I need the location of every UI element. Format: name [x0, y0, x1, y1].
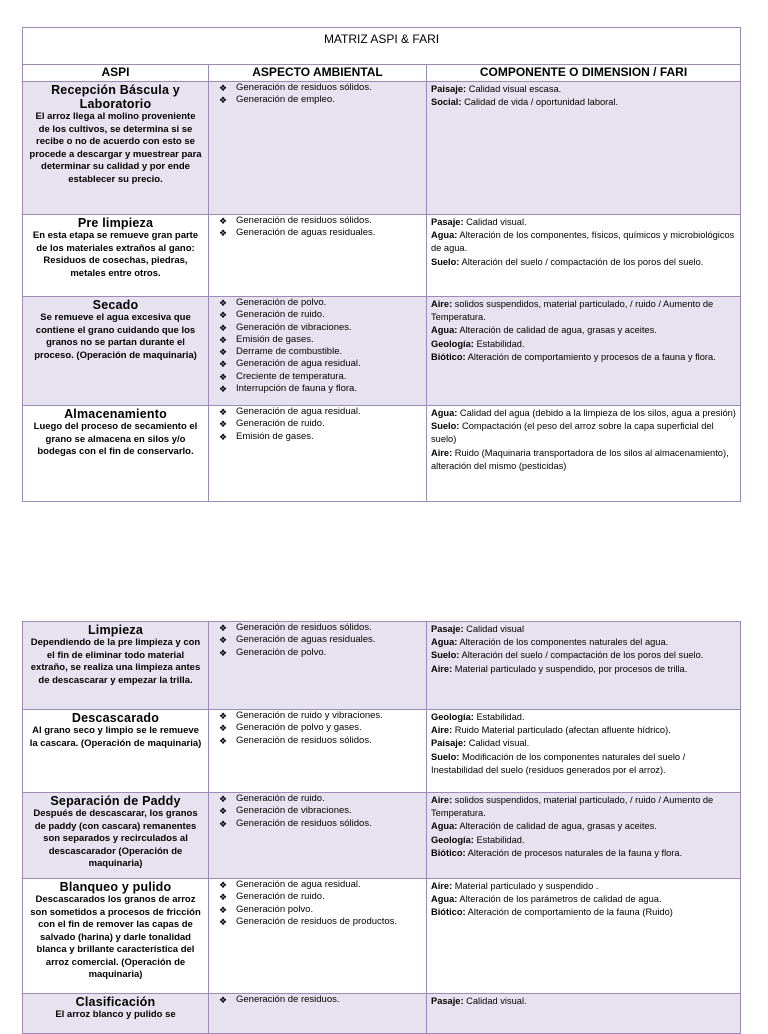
component-text: Alteración de los parámetros de calidad de agua.	[457, 894, 662, 905]
component-text: Alteración del suelo / compactación de los poros del suelo.	[459, 256, 704, 267]
aspect-list	[209, 215, 426, 240]
aspi-cell	[23, 215, 209, 297]
aspect-text: Generación de residuos de productos.	[236, 915, 398, 927]
aspi-cell	[23, 297, 209, 406]
matrix-row	[23, 215, 741, 297]
aspect-item	[219, 710, 426, 722]
matrix-row	[23, 406, 741, 502]
component-text: Material particulado y suspendido .	[452, 881, 599, 891]
component-text: Alteración de procesos naturales de la fauna y flora.	[465, 847, 683, 858]
component-text: Calidad visual.	[466, 738, 530, 749]
aspect-item	[219, 227, 426, 239]
matrix-row	[23, 710, 741, 793]
matrix-row	[23, 879, 741, 994]
diamond-bullet-icon: ❖	[219, 334, 228, 345]
component-label: Suelo:	[431, 650, 460, 661]
component-entry	[431, 636, 736, 649]
component-label: Pasaje:	[431, 996, 464, 1006]
matrix-row	[23, 622, 741, 710]
component-label: Paisaje:	[431, 738, 467, 749]
aspi-cell	[23, 622, 209, 710]
process-step-title: Secado	[92, 298, 139, 312]
componente-fari-cell	[427, 622, 741, 710]
process-step-description: Después de descascarar, los granos de paddy (con cascara) remanentes son separados y recirculados al descascarador (Operación de maquinaria)	[33, 808, 198, 869]
aspect-item	[219, 82, 426, 94]
process-step-title: Limpieza	[87, 623, 144, 637]
diamond-bullet-icon: ❖	[219, 298, 228, 308]
matrix-table-1	[22, 27, 741, 502]
aspect-item	[219, 891, 426, 903]
aspect-list	[209, 406, 426, 443]
aspect-item	[219, 735, 426, 747]
aspect-item	[219, 904, 426, 916]
component-text: Calidad del agua (debido a la limpieza de los silos, agua a presión)	[457, 408, 736, 418]
aspect-item	[219, 297, 426, 309]
aspect-text: Generación de aguas residuales.	[236, 634, 376, 646]
diamond-bullet-icon: ❖	[219, 407, 228, 417]
component-text: Estabilidad.	[473, 338, 525, 349]
aspect-text: Derrame de combustible.	[236, 346, 343, 358]
matrix-table-2	[22, 621, 741, 1034]
aspect-text: Generación de polvo.	[236, 646, 327, 658]
aspect-text: Generación de ruido.	[236, 309, 325, 321]
process-step-description: Dependiendo de la pre limpieza y con el fin de eliminar todo material extraño, se realiza una limpieza antes de descascarar y empezar la trilla.	[30, 637, 201, 686]
component-label: Agua:	[431, 637, 458, 648]
aspect-list	[209, 297, 426, 395]
component-label: Suelo:	[431, 421, 460, 432]
diamond-bullet-icon: ❖	[219, 904, 228, 915]
componente-fari-cell	[427, 215, 741, 297]
component-label: Aire:	[431, 795, 453, 805]
component-text: Modificación de los componentes naturales del suelo / Inestabilidad del suelo (residuos generados por el arroz).	[431, 751, 686, 775]
aspect-text: Emisión de gases.	[236, 333, 314, 345]
diamond-bullet-icon: ❖	[219, 818, 228, 829]
component-entry	[431, 420, 736, 446]
matrix-row	[23, 994, 741, 1034]
component-entry	[431, 256, 736, 269]
component-entry	[431, 351, 736, 364]
component-entry	[431, 96, 736, 109]
component-label: Paisaje:	[431, 84, 467, 94]
header-aspi: ASPI	[23, 65, 209, 82]
component-list	[427, 215, 740, 269]
component-label: Aire:	[431, 447, 453, 458]
process-step-description: Descascarados los granos de arroz son sometidos a procesos de fricción con el fin de remover las capas de salvado (harina) y darle tonalidad blanca y brillante característica del arroz comercial. (Operación de maquinaria)	[30, 894, 201, 980]
process-step-title: Almacenamiento	[64, 407, 167, 421]
component-text: Alteración de comportamiento y procesos de a fauna y flora.	[465, 351, 716, 362]
aspect-list	[209, 710, 426, 747]
aspect-text: Generación de agua residual.	[236, 358, 361, 370]
diamond-bullet-icon: ❖	[219, 892, 228, 903]
componente-fari-cell	[427, 994, 741, 1034]
componente-fari-cell	[427, 297, 741, 406]
diamond-bullet-icon: ❖	[219, 228, 228, 239]
aspect-item	[219, 322, 426, 334]
process-step-title: Separación de Paddy	[50, 794, 181, 808]
component-entry	[431, 324, 736, 337]
process-step-description: En esta etapa se remueve gran parte de los materiales extraños al gano: Residuos de cosechas, piedras, metales entre otros.	[32, 230, 199, 279]
diamond-bullet-icon: ❖	[219, 735, 228, 746]
component-text: Calidad de vida / oportunidad laboral.	[461, 97, 619, 108]
process-step-title: Pre limpieza	[77, 216, 154, 230]
component-label: Suelo:	[431, 751, 460, 762]
component-label: Aire:	[431, 663, 453, 674]
process-step-description: Luego del proceso de secamiento el grano se almacena en silos y/o bodegas con el fin de conservarlo.	[33, 421, 198, 457]
component-label: Pasaje:	[431, 624, 464, 634]
component-label: Agua:	[431, 894, 458, 905]
diamond-bullet-icon: ❖	[219, 623, 228, 633]
table1-body	[23, 82, 741, 502]
component-entry	[431, 649, 736, 662]
component-label: Pasaje:	[431, 217, 464, 227]
aspecto-ambiental-cell	[209, 879, 427, 994]
component-label: Agua:	[431, 408, 458, 418]
aspect-text: Generación de agua residual.	[236, 879, 361, 890]
aspect-text: Generación de vibraciones.	[236, 805, 352, 817]
component-text: Estabilidad.	[473, 834, 525, 845]
component-entry	[431, 906, 736, 919]
aspect-item	[219, 916, 426, 928]
process-step-title: Descascarado	[71, 711, 160, 725]
aspect-item	[219, 431, 426, 443]
aspect-list	[209, 793, 426, 830]
component-text: Calidad visual escasa.	[466, 84, 562, 94]
component-entry	[431, 216, 736, 229]
aspect-text: Generación de residuos sólidos.	[236, 215, 372, 226]
diamond-bullet-icon: ❖	[219, 359, 228, 370]
diamond-bullet-icon: ❖	[219, 723, 228, 734]
aspect-text: Generación de ruido.	[236, 793, 325, 804]
component-entry	[431, 724, 736, 737]
component-list	[427, 793, 740, 860]
diamond-bullet-icon: ❖	[219, 371, 228, 382]
component-list	[427, 879, 740, 920]
componente-fari-cell	[427, 879, 741, 994]
aspecto-ambiental-cell	[209, 710, 427, 793]
component-entry	[431, 737, 736, 750]
component-label: Suelo:	[431, 256, 460, 267]
aspect-item	[219, 879, 426, 891]
component-entry	[431, 820, 736, 833]
aspect-item	[219, 346, 426, 358]
diamond-bullet-icon: ❖	[219, 419, 228, 430]
diamond-bullet-icon: ❖	[219, 95, 228, 106]
aspect-text: Generación de empleo.	[236, 94, 335, 106]
component-text: Estabilidad.	[473, 712, 525, 722]
component-entry	[431, 338, 736, 351]
aspecto-ambiental-cell	[209, 793, 427, 879]
aspect-item	[219, 634, 426, 646]
aspect-item	[219, 647, 426, 659]
aspect-list	[209, 879, 426, 928]
diamond-bullet-icon: ❖	[219, 916, 228, 927]
aspi-cell	[23, 879, 209, 994]
aspect-list	[209, 994, 426, 1006]
aspect-item	[219, 994, 426, 1006]
table2-body	[23, 622, 741, 1034]
component-entry	[431, 847, 736, 860]
aspect-item	[219, 309, 426, 321]
aspect-item	[219, 215, 426, 227]
header-aspecto-ambiental: ASPECTO AMBIENTAL	[209, 65, 427, 82]
process-step-title: Clasificación	[75, 995, 156, 1009]
component-entry	[431, 663, 736, 676]
component-text: Ruido Material particulado (afectan afluente hídrico).	[452, 725, 671, 736]
aspect-text: Creciente de temperatura.	[236, 370, 347, 382]
component-label: Biótico:	[431, 351, 466, 362]
componente-fari-cell	[427, 82, 741, 215]
aspecto-ambiental-cell	[209, 82, 427, 215]
aspect-list	[209, 622, 426, 659]
component-entry	[431, 407, 736, 420]
aspect-text: Generación de vibraciones.	[236, 321, 352, 333]
component-text: solidos suspendidos, material particulado, / ruido / Aumento de Temperatura.	[431, 795, 714, 819]
matrix-title: MATRIZ ASPI & FARI	[23, 28, 741, 65]
process-step-description: Al grano seco y limpio se le remueve la cascara. (Operación de maquinaria)	[29, 725, 202, 749]
aspect-item	[219, 722, 426, 734]
componente-fari-cell	[427, 793, 741, 879]
aspect-text: Generación polvo.	[236, 903, 314, 915]
matrix-row	[23, 793, 741, 879]
component-entry	[431, 711, 736, 724]
component-entry	[431, 623, 736, 636]
aspect-list	[209, 82, 426, 107]
component-label: Aire:	[431, 299, 453, 309]
aspect-text: Generación de agua residual.	[236, 406, 361, 417]
diamond-bullet-icon: ❖	[219, 806, 228, 817]
diamond-bullet-icon: ❖	[219, 83, 228, 93]
process-step-description: El arroz llega al molino proveniente de los cultivos, se determina si se recibe o no de acuerdo con esto se procede a descargar y muestrear para determinar su calidad y por ende establecer su precio.	[29, 111, 202, 185]
componente-fari-cell	[427, 710, 741, 793]
component-entry	[431, 447, 736, 473]
process-step-title: Recepción Báscula y Laboratorio	[51, 83, 180, 111]
header-componente-fari: COMPONENTE O DIMENSION / FARI	[427, 65, 741, 82]
componente-fari-cell	[427, 406, 741, 502]
aspect-text: Interrupción de fauna y flora.	[236, 383, 357, 395]
component-entry	[431, 893, 736, 906]
diamond-bullet-icon: ❖	[219, 384, 228, 395]
aspecto-ambiental-cell	[209, 622, 427, 710]
component-label: Social:	[431, 97, 462, 108]
component-entry	[431, 880, 736, 893]
aspect-item	[219, 383, 426, 395]
component-label: Geología:	[431, 712, 474, 722]
component-label: Agua:	[431, 821, 458, 832]
aspect-text: Generación de ruido.	[236, 418, 325, 430]
aspect-text: Generación de residuos sólidos.	[236, 622, 372, 633]
component-list	[427, 710, 740, 777]
component-text: Alteración de los componentes naturales del agua.	[457, 637, 669, 648]
component-text: Alteración de los componentes, físicos, químicos y microbiológicos de agua.	[431, 230, 735, 254]
aspect-text: Generación de aguas residuales.	[236, 227, 376, 239]
component-text: solidos suspendidos, material particulado, / ruido / Aumento de Temperatura.	[431, 299, 714, 323]
diamond-bullet-icon: ❖	[219, 322, 228, 333]
aspecto-ambiental-cell	[209, 215, 427, 297]
diamond-bullet-icon: ❖	[219, 880, 228, 890]
aspect-text: Generación de ruido y vibraciones.	[236, 710, 383, 721]
diamond-bullet-icon: ❖	[219, 216, 228, 226]
diamond-bullet-icon: ❖	[219, 647, 228, 658]
aspect-text: Generación de residuos sólidos.	[236, 82, 372, 93]
aspect-item	[219, 818, 426, 830]
component-label: Aire:	[431, 725, 453, 736]
aspi-cell	[23, 994, 209, 1034]
diamond-bullet-icon: ❖	[219, 635, 228, 646]
aspecto-ambiental-cell	[209, 406, 427, 502]
component-label: Aire:	[431, 881, 453, 891]
process-step-description: Se remueve el agua excesiva que contiene el grano cuidando que los granos no se partan durante el proceso. (Operación de maquinaria)	[34, 312, 197, 361]
aspect-item	[219, 805, 426, 817]
aspect-text: Generación de residuos sólidos.	[236, 817, 372, 829]
aspect-text: Generación de ruido.	[236, 891, 325, 903]
component-entry	[431, 229, 736, 255]
aspect-text: Generación de residuos.	[236, 994, 340, 1005]
aspect-item	[219, 418, 426, 430]
diamond-bullet-icon: ❖	[219, 310, 228, 321]
component-text: Material particulado y suspendido, por procesos de trilla.	[452, 663, 688, 674]
diamond-bullet-icon: ❖	[219, 347, 228, 358]
component-entry	[431, 298, 736, 324]
component-entry	[431, 995, 736, 1008]
component-label: Geología:	[431, 338, 474, 349]
diamond-bullet-icon: ❖	[219, 794, 228, 804]
component-entry	[431, 751, 736, 777]
component-text: Alteración de calidad de agua, grasas y aceites.	[457, 325, 657, 336]
aspecto-ambiental-cell	[209, 297, 427, 406]
aspect-text: Generación de polvo y gases.	[236, 722, 362, 734]
component-label: Agua:	[431, 325, 458, 336]
component-label: Agua:	[431, 230, 458, 241]
component-list	[427, 622, 740, 676]
component-label: Biótico:	[431, 907, 466, 918]
aspect-item	[219, 94, 426, 106]
component-entry	[431, 83, 736, 96]
component-text: Alteración de calidad de agua, grasas y aceites.	[457, 821, 657, 832]
diamond-bullet-icon: ❖	[219, 995, 228, 1005]
component-text: Ruido (Maquinaria transportadora de los silos al almacenamiento), alteración del mismo (pesticidas)	[431, 447, 729, 471]
aspect-item	[219, 371, 426, 383]
aspi-cell	[23, 793, 209, 879]
component-list	[427, 297, 740, 364]
aspect-item	[219, 358, 426, 370]
matrix-row	[23, 297, 741, 406]
component-list	[427, 82, 740, 109]
component-text: Calidad visual	[463, 624, 525, 634]
matrix-row	[23, 82, 741, 215]
aspect-item	[219, 406, 426, 418]
component-text: Alteración de comportamiento de la fauna (Ruido)	[465, 907, 673, 918]
component-entry	[431, 794, 736, 820]
component-text: Compactación (el peso del arroz sobre la capa superficial del suelo)	[431, 421, 714, 445]
component-text: Calidad visual.	[463, 217, 527, 227]
component-entry	[431, 834, 736, 847]
component-list	[427, 994, 740, 1008]
component-text: Alteración del suelo / compactación de los poros del suelo.	[459, 650, 704, 661]
component-label: Geología:	[431, 834, 474, 845]
component-text: Calidad visual.	[463, 996, 527, 1006]
process-step-description: El arroz blanco y pulido se	[55, 1009, 176, 1020]
aspi-cell	[23, 82, 209, 215]
aspect-item	[219, 793, 426, 805]
aspi-cell	[23, 710, 209, 793]
process-step-title: Blanqueo y pulido	[59, 880, 172, 894]
aspect-text: Generación de polvo.	[236, 297, 327, 308]
aspect-item	[219, 622, 426, 634]
aspi-cell	[23, 406, 209, 502]
component-label: Biótico:	[431, 847, 466, 858]
diamond-bullet-icon: ❖	[219, 711, 228, 721]
aspecto-ambiental-cell	[209, 994, 427, 1034]
diamond-bullet-icon: ❖	[219, 431, 228, 442]
component-list	[427, 406, 740, 473]
aspect-text: Generación de residuos sólidos.	[236, 734, 372, 746]
aspect-item	[219, 334, 426, 346]
aspect-text: Emisión de gases.	[236, 430, 314, 442]
